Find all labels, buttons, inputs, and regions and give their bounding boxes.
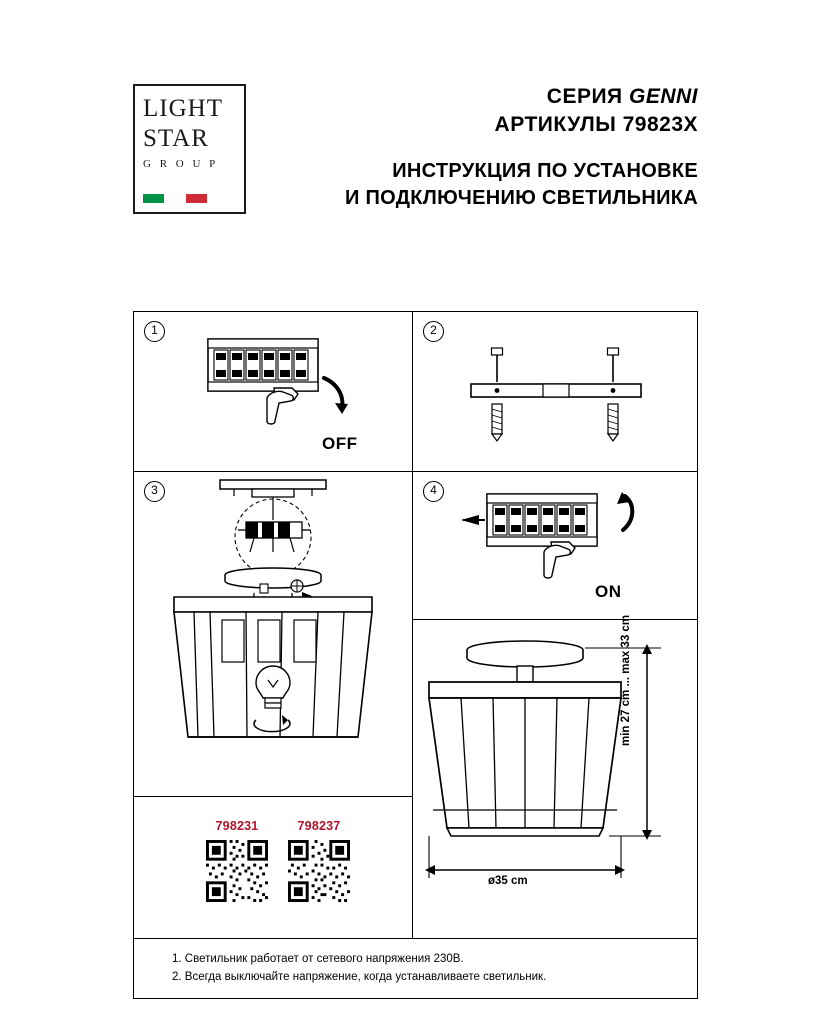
step-4-on-label: ON: [595, 582, 622, 601]
step-2-illustration: [413, 312, 697, 472]
qr-codes-cell: [134, 797, 413, 939]
series-prefix: СЕРИЯ: [546, 85, 629, 108]
logo-line-1: LIGHT: [143, 95, 223, 122]
instruction-line-2: И ПОДКЛЮЧЕНИЮ СВЕТИЛЬНИКА: [344, 187, 698, 209]
series-line: [293, 84, 698, 110]
title-block: [293, 84, 698, 212]
qr-code-number: 798237: [297, 819, 341, 833]
dimensions-cell: [413, 614, 697, 939]
step-4-cell: [413, 472, 697, 620]
logo-line-3: G R O U P: [143, 158, 219, 170]
step-1-off-label: OFF: [322, 434, 358, 453]
qr-item: [198, 819, 276, 902]
series-name: GENNI: [628, 85, 698, 108]
step-3-cell: [134, 472, 413, 797]
step-3-illustration: [134, 472, 413, 797]
qr-code-icon: [288, 840, 350, 902]
notes-list: [172, 950, 546, 986]
diameter-dimension-label: ø35 cm: [488, 875, 528, 887]
logo-line-2: STAR: [143, 125, 209, 152]
step-4-number: 4: [423, 481, 444, 502]
step-4-illustration: [413, 472, 697, 620]
step-2-number: 2: [423, 321, 444, 342]
instruction-title: [293, 158, 698, 212]
steps-grid: [133, 311, 698, 999]
height-dimension-label: min 27 cm ... max 33 cm: [620, 614, 632, 746]
product-dimensions-illustration: [413, 620, 697, 939]
instruction-line-1: ИНСТРУКЦИЯ ПО УСТАНОВКЕ: [392, 160, 698, 182]
step-3-number: 3: [144, 481, 165, 502]
notes-cell: [134, 939, 697, 997]
step-1-illustration: [134, 312, 413, 472]
qr-item: [280, 819, 358, 902]
step-2-cell: [413, 312, 697, 472]
logo-wordmark: [143, 94, 240, 172]
brand-logo: [133, 84, 246, 214]
italian-flag-icon: [143, 194, 207, 203]
qr-code-icon: [206, 840, 268, 902]
step-1-number: 1: [144, 321, 165, 342]
step-1-cell: [134, 312, 413, 472]
document-header: [133, 84, 698, 224]
article-line: АРТИКУЛЫ 79823X: [494, 113, 698, 136]
note-item: 2. Всегда выключайте напряжение, когда устанавливаете светильник.: [172, 971, 547, 983]
note-item: 1. Светильник работает от сетевого напряжения 230В.: [172, 953, 464, 965]
qr-code-number: 798231: [215, 819, 259, 833]
